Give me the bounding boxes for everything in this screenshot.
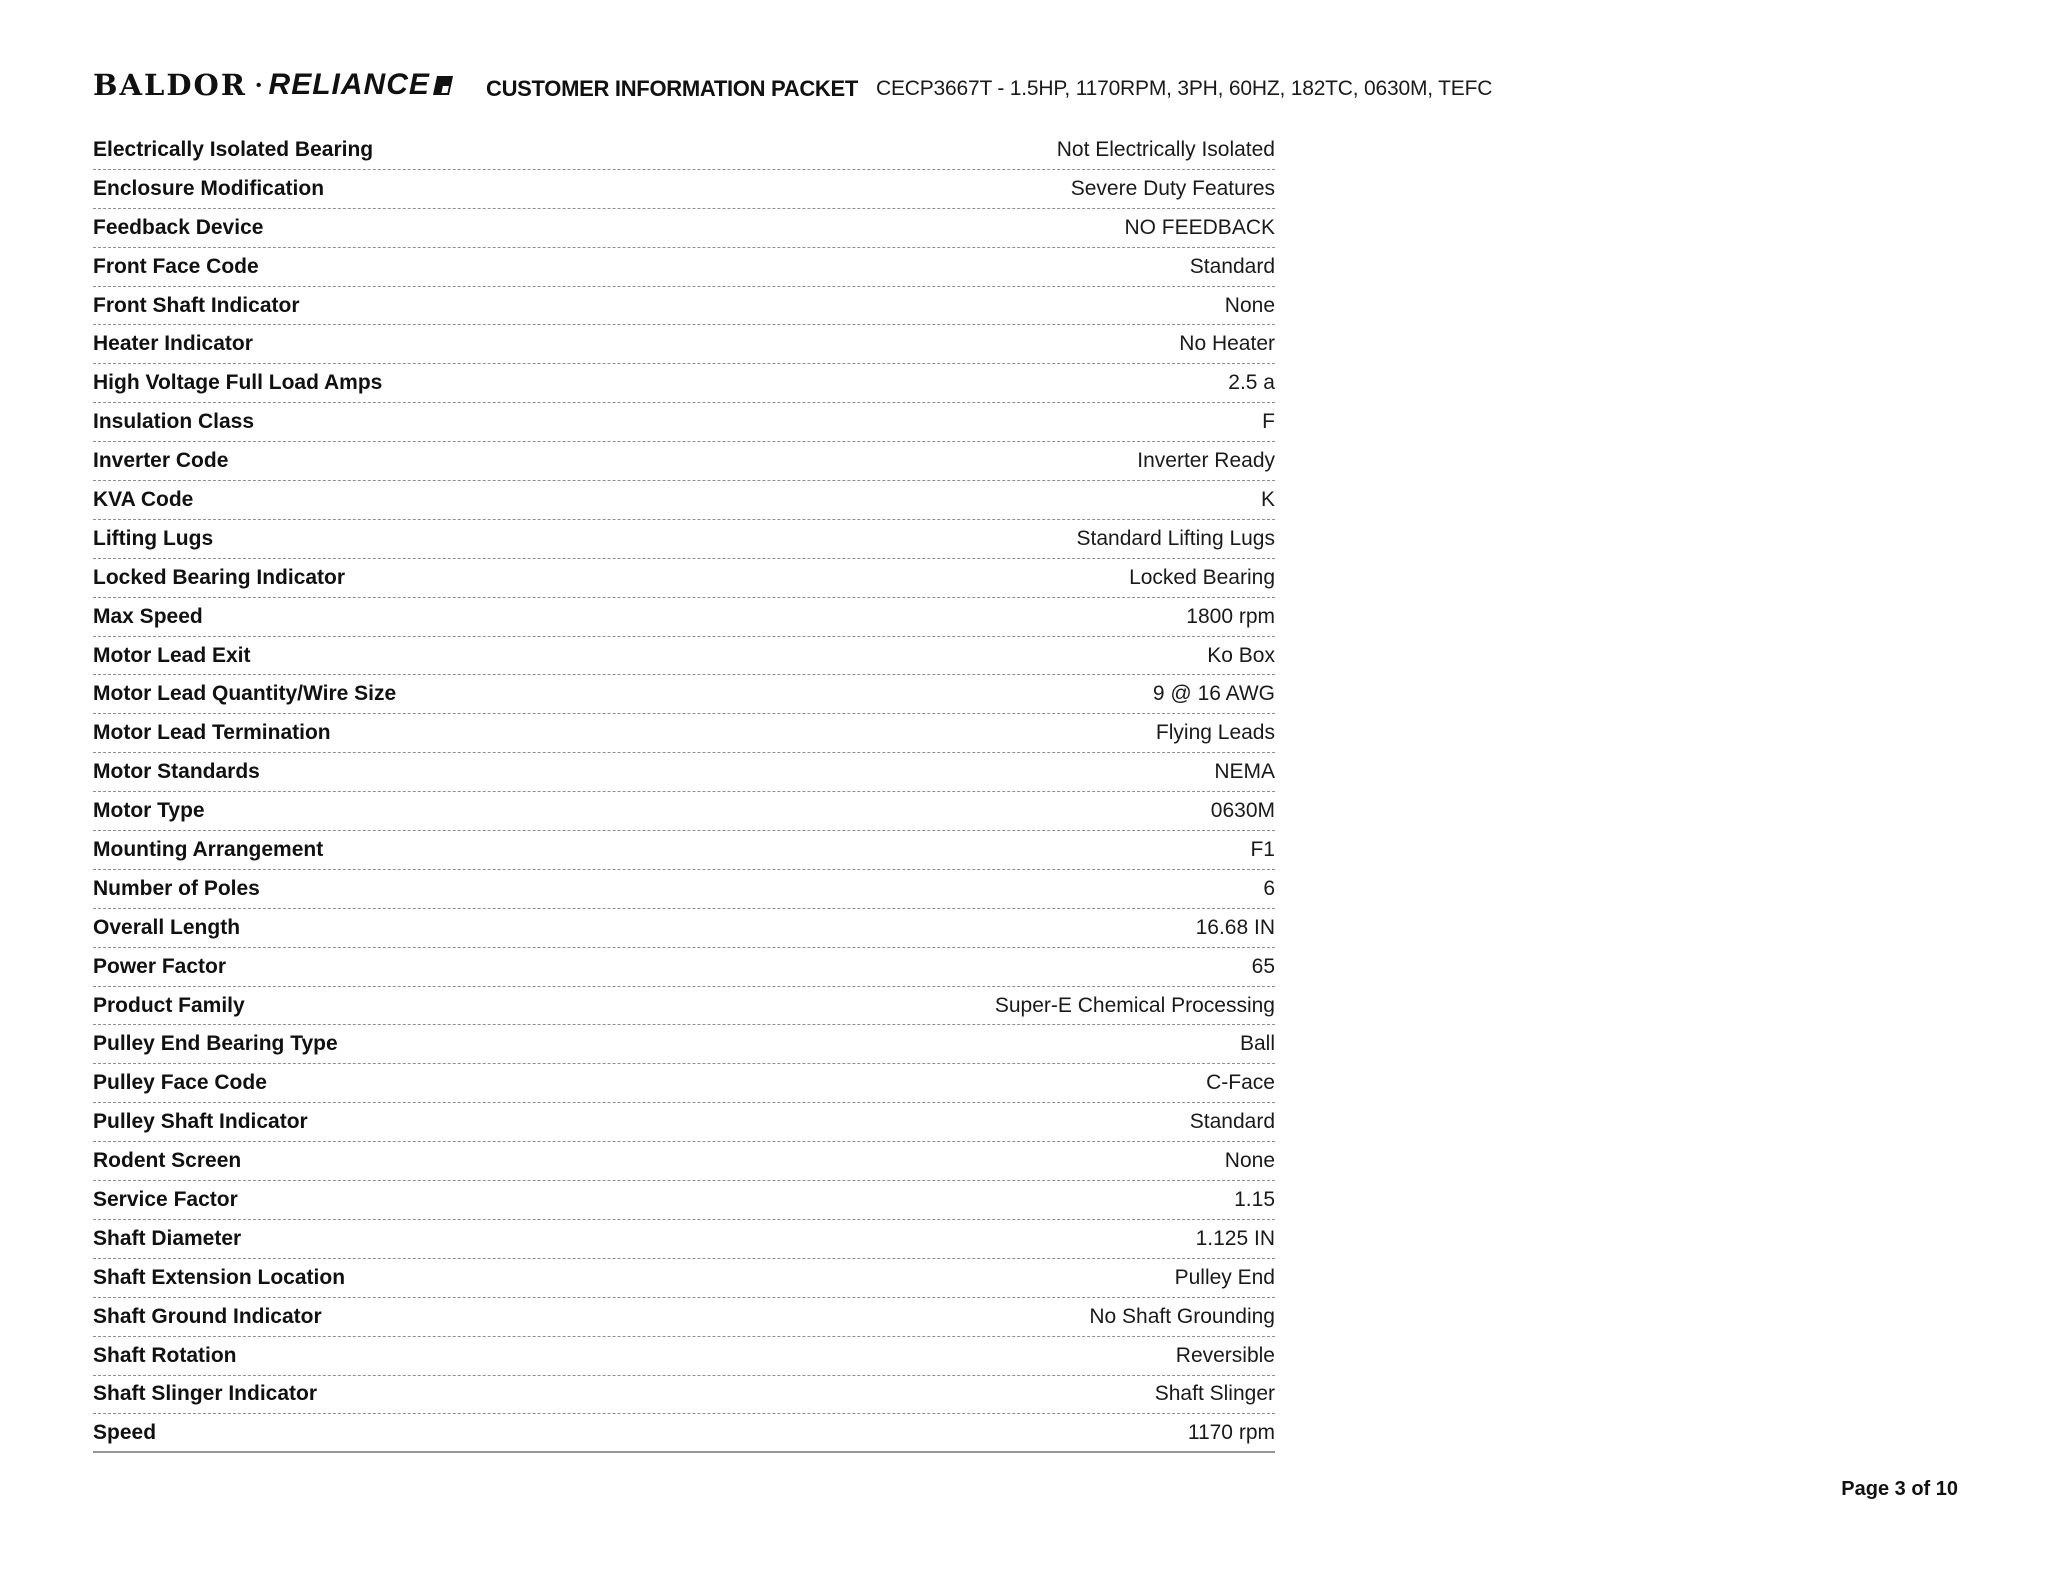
spec-row — [93, 792, 1275, 831]
logo-baldor-text: BALDOR — [93, 68, 247, 102]
spec-row — [93, 714, 1275, 753]
spec-value: 1.15 — [1234, 1187, 1275, 1211]
spec-row — [93, 1259, 1275, 1298]
spec-label: Pulley Shaft Indicator — [93, 1110, 308, 1134]
spec-label: Shaft Diameter — [93, 1226, 242, 1250]
spec-row — [93, 1220, 1275, 1259]
spec-row — [93, 209, 1275, 248]
spec-value: No Shaft Grounding — [1089, 1304, 1275, 1328]
spec-label: Enclosure Modification — [93, 176, 325, 200]
spec-value: Locked Bearing — [1129, 565, 1275, 589]
spec-label: Speed — [93, 1420, 157, 1444]
spec-label: Pulley Face Code — [93, 1071, 267, 1095]
spec-row — [93, 1298, 1275, 1337]
baldor-reliance-logo — [93, 68, 451, 102]
spec-label: Lifting Lugs — [93, 526, 214, 550]
spec-label: Product Family — [93, 993, 245, 1017]
spec-value: 65 — [1251, 954, 1275, 978]
spec-label: Overall Length — [93, 915, 241, 939]
spec-label: Insulation Class — [93, 410, 255, 434]
spec-label: Motor Type — [93, 799, 205, 823]
spec-label: Front Shaft Indicator — [93, 293, 300, 317]
spec-value: Flying Leads — [1155, 721, 1275, 745]
spec-label: Mounting Arrangement — [93, 837, 324, 861]
spec-row — [93, 1025, 1275, 1064]
spec-value: No Heater — [1179, 332, 1275, 356]
spec-row — [93, 170, 1275, 209]
spec-value: 1.125 IN — [1195, 1226, 1275, 1250]
spec-label: Number of Poles — [93, 876, 260, 900]
spec-row — [93, 325, 1275, 364]
spec-value: Reversible — [1175, 1343, 1275, 1367]
logo-reliance-text: RELIANCE — [268, 68, 430, 101]
registered-trademark-icon — [433, 76, 453, 95]
model-description: CECP3667T - 1.5HP, 1170RPM, 3PH, 60HZ, 182TC, 0630M, TEFC — [876, 77, 1493, 100]
spec-value: Ko Box — [1207, 643, 1275, 667]
spec-value: F — [1262, 410, 1275, 434]
spec-value: Pulley End — [1174, 1265, 1275, 1289]
spec-label: Shaft Extension Location — [93, 1265, 346, 1289]
spec-label: Locked Bearing Indicator — [93, 565, 346, 589]
spec-row — [93, 1064, 1275, 1103]
spec-value: 2.5 a — [1228, 371, 1275, 395]
spec-row — [93, 598, 1275, 637]
spec-row — [93, 287, 1275, 326]
spec-value: NO FEEDBACK — [1124, 215, 1275, 239]
page-number: Page 3 of 10 — [1841, 1478, 1958, 1500]
spec-label: Shaft Rotation — [93, 1343, 237, 1367]
spec-row — [93, 1142, 1275, 1181]
spec-row — [93, 559, 1275, 598]
spec-value: Super-E Chemical Processing — [994, 993, 1275, 1017]
spec-row — [93, 248, 1275, 287]
spec-row — [93, 403, 1275, 442]
spec-label: Front Face Code — [93, 254, 259, 278]
spec-row — [93, 948, 1275, 987]
spec-label: Shaft Slinger Indicator — [93, 1382, 318, 1406]
spec-value: Shaft Slinger — [1154, 1382, 1275, 1406]
spec-value: Severe Duty Features — [1070, 176, 1275, 200]
spec-value: 1800 rpm — [1186, 604, 1275, 628]
spec-value: 6 — [1263, 876, 1275, 900]
spec-label: Electrically Isolated Bearing — [93, 137, 374, 161]
spec-row — [93, 1376, 1275, 1415]
spec-row — [93, 870, 1275, 909]
spec-label: Rodent Screen — [93, 1149, 242, 1173]
spec-label: Pulley End Bearing Type — [93, 1032, 338, 1056]
spec-label: High Voltage Full Load Amps — [93, 371, 383, 395]
packet-title: CUSTOMER INFORMATION PACKET — [486, 76, 859, 101]
spec-row — [93, 987, 1275, 1026]
spec-value: Standard — [1189, 1110, 1275, 1134]
spec-label: Motor Lead Exit — [93, 643, 251, 667]
spec-row — [93, 831, 1275, 870]
spec-label: Max Speed — [93, 604, 203, 628]
spec-value: Inverter Ready — [1137, 449, 1275, 473]
spec-label: Power Factor — [93, 954, 227, 978]
spec-value: None — [1224, 293, 1275, 317]
spec-row — [93, 675, 1275, 714]
spec-label: Heater Indicator — [93, 332, 253, 356]
spec-value: C-Face — [1206, 1071, 1275, 1095]
spec-label: Shaft Ground Indicator — [93, 1304, 322, 1328]
spec-value: F1 — [1250, 837, 1275, 861]
spec-row — [93, 364, 1275, 403]
spec-table — [93, 131, 1275, 1453]
logo-dot-separator: • — [255, 77, 262, 94]
spec-label: Motor Standards — [93, 760, 260, 784]
spec-row — [93, 637, 1275, 676]
spec-label: Feedback Device — [93, 215, 264, 239]
spec-value: 0630M — [1210, 799, 1275, 823]
spec-value: 1170 rpm — [1187, 1420, 1275, 1444]
spec-value: Not Electrically Isolated — [1056, 137, 1275, 161]
spec-row — [93, 909, 1275, 948]
spec-label: Motor Lead Quantity/Wire Size — [93, 682, 397, 706]
spec-row — [93, 442, 1275, 481]
spec-value: None — [1224, 1149, 1275, 1173]
spec-value: 16.68 IN — [1195, 915, 1275, 939]
spec-row — [93, 1103, 1275, 1142]
spec-value: Standard Lifting Lugs — [1076, 526, 1275, 550]
spec-row — [93, 1414, 1275, 1453]
spec-value: 9 @ 16 AWG — [1152, 682, 1275, 706]
spec-value: K — [1260, 487, 1275, 511]
spec-row — [93, 520, 1275, 559]
spec-value: NEMA — [1214, 760, 1275, 784]
spec-row — [93, 481, 1275, 520]
spec-value: Standard — [1189, 254, 1275, 278]
spec-row — [93, 753, 1275, 792]
spec-row — [93, 131, 1275, 170]
spec-label: KVA Code — [93, 487, 194, 511]
spec-row — [93, 1181, 1275, 1220]
spec-label: Service Factor — [93, 1187, 238, 1211]
spec-label: Motor Lead Termination — [93, 721, 331, 745]
spec-value: Ball — [1239, 1032, 1275, 1056]
spec-label: Inverter Code — [93, 449, 229, 473]
spec-row — [93, 1337, 1275, 1376]
